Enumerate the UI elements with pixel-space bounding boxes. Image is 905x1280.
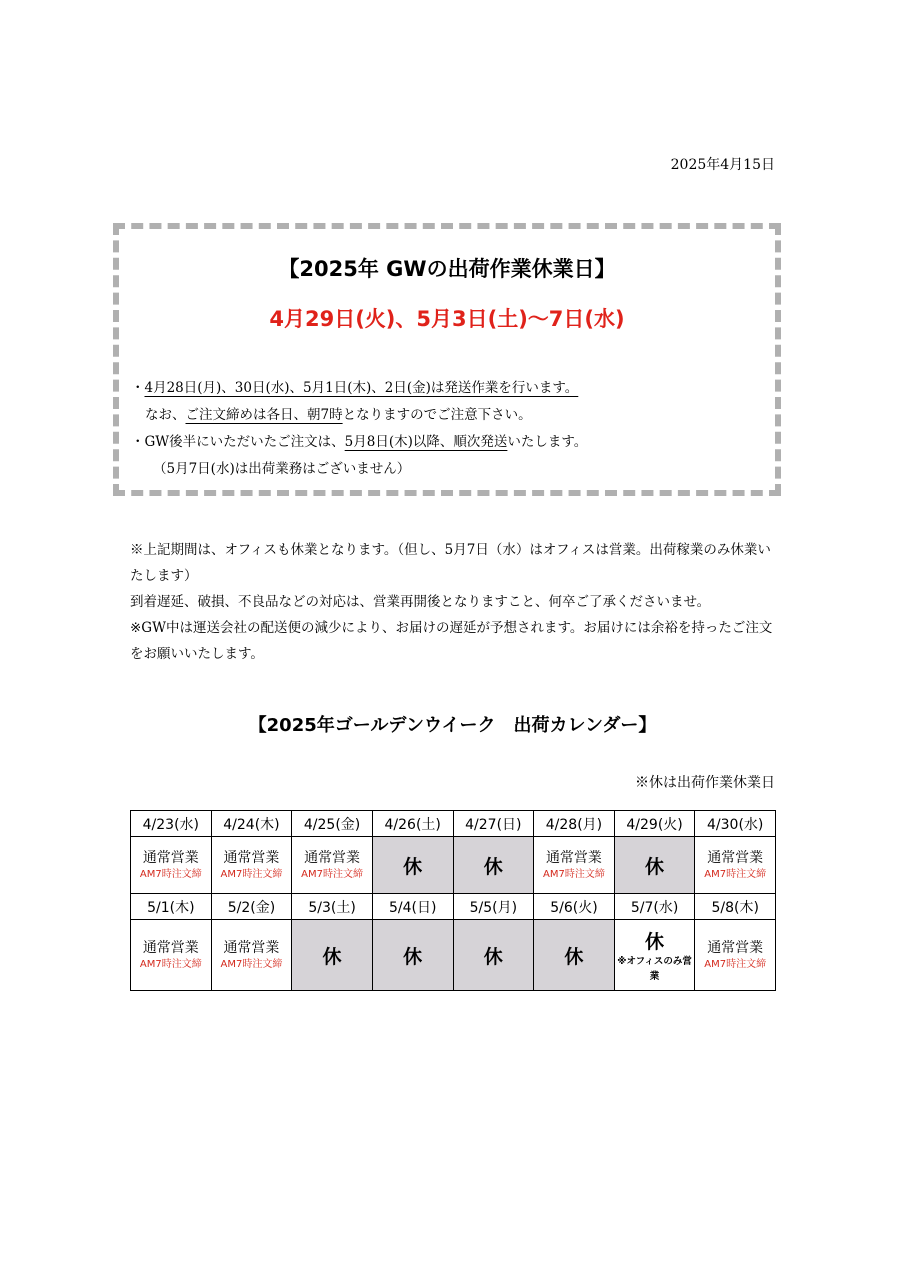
cutoff-label: AM7時注文締 bbox=[543, 869, 605, 880]
date-cell: 4/26(土) bbox=[372, 811, 453, 837]
date-cell: 5/7(水) bbox=[614, 894, 695, 920]
closed-label: 休 bbox=[483, 945, 503, 968]
date-cell: 5/5(月) bbox=[453, 894, 534, 920]
cutoff-label: AM7時注文締 bbox=[704, 959, 767, 970]
notice-line-2-suffix: となりますのでご注意下さい。 bbox=[342, 407, 532, 423]
bullet: ・ bbox=[131, 380, 145, 396]
notice-line-3-underlined: 5月8日(木)以降、順次発送 bbox=[344, 434, 508, 450]
date-cell: 4/25(金) bbox=[292, 811, 373, 837]
status-closed bbox=[453, 837, 534, 894]
status-closed bbox=[614, 837, 695, 894]
notice-line-3 bbox=[131, 429, 587, 456]
date-cell: 4/30(水) bbox=[695, 811, 776, 837]
calendar-legend-note: ※休は出荷作業休業日 bbox=[635, 775, 775, 791]
status-open bbox=[534, 837, 615, 894]
open-label: 通常営業 bbox=[304, 850, 361, 866]
remarks bbox=[130, 537, 780, 667]
status-open bbox=[695, 920, 776, 991]
office-open-note: ※オフィスのみ営業 bbox=[617, 955, 692, 982]
notice-line-1 bbox=[131, 375, 587, 402]
date-cell: 4/23(水) bbox=[131, 811, 212, 837]
status-closed bbox=[453, 920, 534, 991]
open-label: 通常営業 bbox=[707, 850, 764, 866]
status-closed bbox=[534, 920, 615, 991]
status-open bbox=[131, 920, 212, 991]
status-open bbox=[292, 837, 373, 894]
calendar-week-2-dates bbox=[131, 894, 776, 920]
status-closed bbox=[372, 837, 453, 894]
notice-line-3-prefix: ・GW後半にいただいたご注文は、 bbox=[131, 434, 345, 450]
notice-holiday-dates: 4月29日(火)、5月3日(土)～7日(水) bbox=[269, 307, 625, 331]
date-cell: 4/28(月) bbox=[534, 811, 615, 837]
date-cell: 5/4(日) bbox=[372, 894, 453, 920]
date-cell: 4/27(日) bbox=[453, 811, 534, 837]
status-open bbox=[695, 837, 776, 894]
open-label: 通常営業 bbox=[545, 850, 602, 866]
open-label: 通常営業 bbox=[142, 850, 199, 866]
status-closed-office-open bbox=[614, 920, 695, 991]
status-open bbox=[131, 837, 212, 894]
cutoff-label: AM7時注文締 bbox=[301, 869, 363, 880]
closed-label: 休 bbox=[645, 930, 665, 953]
date-cell: 4/29(火) bbox=[614, 811, 695, 837]
date-cell: 4/24(木) bbox=[211, 811, 292, 837]
notice-line-4: （5月7日(水)は出荷業務はございません） bbox=[153, 461, 411, 477]
status-closed bbox=[292, 920, 373, 991]
closed-label: 休 bbox=[403, 945, 423, 968]
closed-label: 休 bbox=[322, 945, 342, 968]
calendar-week-2-status bbox=[131, 920, 776, 991]
date-cell: 5/8(木) bbox=[695, 894, 776, 920]
date-cell: 5/2(金) bbox=[211, 894, 292, 920]
closed-label: 休 bbox=[564, 945, 584, 968]
date-cell: 5/3(土) bbox=[292, 894, 373, 920]
open-label: 通常営業 bbox=[707, 940, 764, 956]
cutoff-label: AM7時注文締 bbox=[139, 869, 202, 880]
shipping-calendar bbox=[130, 810, 776, 991]
calendar-week-1-status bbox=[131, 837, 776, 894]
notice-title: 【2025年 GWの出荷作業休業日】 bbox=[278, 257, 616, 281]
closed-label: 休 bbox=[403, 855, 423, 878]
notice-line-1-text: 4月28日(月)、30日(水)、5月1日(木)、2日(金)は発送作業を行います。 bbox=[144, 380, 579, 396]
open-label: 通常営業 bbox=[142, 940, 199, 956]
notice-line-2-prefix: なお、 bbox=[145, 407, 186, 423]
calendar-week-1-dates bbox=[131, 811, 776, 837]
notice-line-3-suffix: いたします。 bbox=[507, 434, 588, 450]
closed-label: 休 bbox=[483, 855, 503, 878]
cutoff-label: AM7時注文締 bbox=[220, 869, 283, 880]
cutoff-label: AM7時注文締 bbox=[139, 959, 202, 970]
cutoff-label: AM7時注文締 bbox=[220, 959, 283, 970]
notice-box bbox=[113, 223, 781, 496]
status-open bbox=[211, 837, 292, 894]
notice-details bbox=[131, 375, 587, 483]
cutoff-label: AM7時注文締 bbox=[704, 869, 767, 880]
document-date: 2025年4月15日 bbox=[670, 157, 775, 173]
remark-office-closure: ※上記期間は、オフィスも休業となります。（但し、5月7日（水）はオフィスは営業。出荷稼業のみ休業いたします） bbox=[130, 542, 771, 584]
remark-shipping-delay: ※GW中は運送会社の配送便の減少により、お届けの遅延が予想されます。お届けには余裕を持ったご注文をお願いいたします。 bbox=[130, 620, 773, 662]
date-cell: 5/6(火) bbox=[534, 894, 615, 920]
status-open bbox=[211, 920, 292, 991]
status-closed bbox=[372, 920, 453, 991]
notice-line-2-underlined: ご注文締めは各日、朝7時 bbox=[185, 407, 343, 423]
open-label: 通常営業 bbox=[223, 940, 280, 956]
remark-support-delay: 到着遅延、破損、不良品などの対応は、営業再開後となりますこと、何卒ご了承くださいませ。 bbox=[130, 594, 711, 610]
date-cell: 5/1(木) bbox=[131, 894, 212, 920]
calendar-title: 【2025年ゴールデンウイーク 出荷カレンダー】 bbox=[248, 715, 657, 736]
notice-line-2 bbox=[131, 402, 587, 429]
open-label: 通常営業 bbox=[223, 850, 280, 866]
closed-label: 休 bbox=[645, 855, 665, 878]
